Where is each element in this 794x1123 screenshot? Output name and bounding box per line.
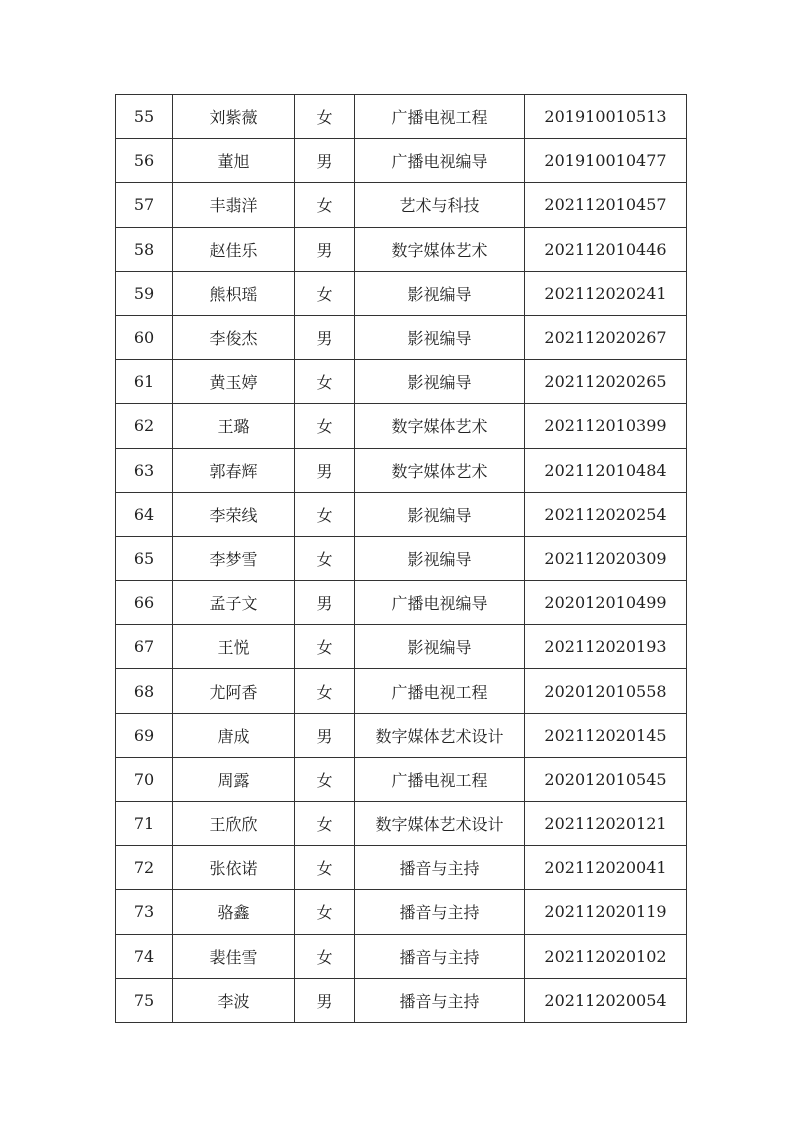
table-row <box>116 846 687 890</box>
gender-cell: 女 <box>295 846 355 890</box>
student-name-cell: 黄玉婷 <box>173 360 295 404</box>
major-cell: 艺术与科技 <box>355 183 525 227</box>
table-row <box>116 581 687 625</box>
row-number-cell: 74 <box>116 934 173 978</box>
table-row <box>116 713 687 757</box>
student-id-cell: 202112020241 <box>525 271 687 315</box>
table-row <box>116 757 687 801</box>
student-id-cell: 202112010484 <box>525 448 687 492</box>
row-number-cell: 69 <box>116 713 173 757</box>
gender-cell: 女 <box>295 802 355 846</box>
gender-cell: 男 <box>295 139 355 183</box>
table-row <box>116 315 687 359</box>
gender-cell: 女 <box>295 404 355 448</box>
major-cell: 影视编导 <box>355 360 525 404</box>
gender-cell: 女 <box>295 95 355 139</box>
student-name-cell: 骆鑫 <box>173 890 295 934</box>
major-cell: 数字媒体艺术设计 <box>355 713 525 757</box>
table-row <box>116 183 687 227</box>
student-id-cell: 202112020265 <box>525 360 687 404</box>
student-id-cell: 202112020041 <box>525 846 687 890</box>
major-cell: 影视编导 <box>355 315 525 359</box>
major-cell: 影视编导 <box>355 492 525 536</box>
table-row <box>116 625 687 669</box>
student-id-cell: 202112020054 <box>525 978 687 1022</box>
gender-cell: 男 <box>295 448 355 492</box>
gender-cell: 女 <box>295 492 355 536</box>
table-row <box>116 492 687 536</box>
student-name-cell: 尤阿香 <box>173 669 295 713</box>
table-row <box>116 669 687 713</box>
student-id-cell: 202112020193 <box>525 625 687 669</box>
major-cell: 播音与主持 <box>355 978 525 1022</box>
row-number-cell: 64 <box>116 492 173 536</box>
student-name-cell: 刘紫薇 <box>173 95 295 139</box>
student-name-cell: 张依诺 <box>173 846 295 890</box>
table-row <box>116 227 687 271</box>
student-id-cell: 202112020254 <box>525 492 687 536</box>
gender-cell: 女 <box>295 271 355 315</box>
student-name-cell: 裴佳雪 <box>173 934 295 978</box>
major-cell: 播音与主持 <box>355 846 525 890</box>
gender-cell: 女 <box>295 890 355 934</box>
row-number-cell: 66 <box>116 581 173 625</box>
table-row <box>116 802 687 846</box>
major-cell: 影视编导 <box>355 625 525 669</box>
table-row <box>116 271 687 315</box>
row-number-cell: 59 <box>116 271 173 315</box>
row-number-cell: 73 <box>116 890 173 934</box>
student-name-cell: 李荣线 <box>173 492 295 536</box>
student-name-cell: 王璐 <box>173 404 295 448</box>
student-name-cell: 董旭 <box>173 139 295 183</box>
row-number-cell: 68 <box>116 669 173 713</box>
row-number-cell: 63 <box>116 448 173 492</box>
row-number-cell: 70 <box>116 757 173 801</box>
major-cell: 广播电视工程 <box>355 669 525 713</box>
gender-cell: 男 <box>295 581 355 625</box>
table-row <box>116 360 687 404</box>
row-number-cell: 61 <box>116 360 173 404</box>
gender-cell: 男 <box>295 713 355 757</box>
gender-cell: 女 <box>295 934 355 978</box>
student-id-cell: 202112020119 <box>525 890 687 934</box>
student-roster-table <box>115 94 687 1023</box>
student-id-cell: 202012010558 <box>525 669 687 713</box>
gender-cell: 女 <box>295 183 355 227</box>
student-id-cell: 201910010477 <box>525 139 687 183</box>
student-name-cell: 王悦 <box>173 625 295 669</box>
student-name-cell: 熊枳瑶 <box>173 271 295 315</box>
student-name-cell: 郭春辉 <box>173 448 295 492</box>
row-number-cell: 71 <box>116 802 173 846</box>
table-row <box>116 934 687 978</box>
student-name-cell: 王欣欣 <box>173 802 295 846</box>
student-name-cell: 李梦雪 <box>173 536 295 580</box>
student-name-cell: 赵佳乐 <box>173 227 295 271</box>
major-cell: 广播电视工程 <box>355 95 525 139</box>
student-id-cell: 202112010457 <box>525 183 687 227</box>
row-number-cell: 57 <box>116 183 173 227</box>
student-id-cell: 202112020309 <box>525 536 687 580</box>
student-name-cell: 李俊杰 <box>173 315 295 359</box>
table-row <box>116 890 687 934</box>
student-name-cell: 唐成 <box>173 713 295 757</box>
student-id-cell: 202112010399 <box>525 404 687 448</box>
student-name-cell: 李波 <box>173 978 295 1022</box>
row-number-cell: 58 <box>116 227 173 271</box>
table-row <box>116 95 687 139</box>
table-row <box>116 978 687 1022</box>
student-id-cell: 201910010513 <box>525 95 687 139</box>
student-id-cell: 202112020102 <box>525 934 687 978</box>
major-cell: 数字媒体艺术设计 <box>355 802 525 846</box>
major-cell: 影视编导 <box>355 271 525 315</box>
major-cell: 播音与主持 <box>355 890 525 934</box>
row-number-cell: 65 <box>116 536 173 580</box>
row-number-cell: 75 <box>116 978 173 1022</box>
student-id-cell: 202112020267 <box>525 315 687 359</box>
table-row <box>116 536 687 580</box>
student-id-cell: 202112010446 <box>525 227 687 271</box>
gender-cell: 男 <box>295 227 355 271</box>
gender-cell: 女 <box>295 669 355 713</box>
table-row <box>116 139 687 183</box>
table-row <box>116 448 687 492</box>
student-name-cell: 孟子文 <box>173 581 295 625</box>
table-row <box>116 404 687 448</box>
major-cell: 广播电视编导 <box>355 581 525 625</box>
row-number-cell: 55 <box>116 95 173 139</box>
row-number-cell: 62 <box>116 404 173 448</box>
row-number-cell: 67 <box>116 625 173 669</box>
student-name-cell: 丰翡洋 <box>173 183 295 227</box>
gender-cell: 男 <box>295 315 355 359</box>
major-cell: 数字媒体艺术 <box>355 404 525 448</box>
gender-cell: 女 <box>295 536 355 580</box>
gender-cell: 女 <box>295 360 355 404</box>
major-cell: 广播电视工程 <box>355 757 525 801</box>
row-number-cell: 72 <box>116 846 173 890</box>
student-id-cell: 202112020145 <box>525 713 687 757</box>
major-cell: 数字媒体艺术 <box>355 448 525 492</box>
gender-cell: 女 <box>295 625 355 669</box>
roster-body <box>116 95 687 1023</box>
row-number-cell: 56 <box>116 139 173 183</box>
gender-cell: 女 <box>295 757 355 801</box>
student-id-cell: 202012010499 <box>525 581 687 625</box>
major-cell: 广播电视编导 <box>355 139 525 183</box>
major-cell: 影视编导 <box>355 536 525 580</box>
student-id-cell: 202012010545 <box>525 757 687 801</box>
major-cell: 数字媒体艺术 <box>355 227 525 271</box>
student-id-cell: 202112020121 <box>525 802 687 846</box>
student-name-cell: 周露 <box>173 757 295 801</box>
major-cell: 播音与主持 <box>355 934 525 978</box>
row-number-cell: 60 <box>116 315 173 359</box>
gender-cell: 男 <box>295 978 355 1022</box>
